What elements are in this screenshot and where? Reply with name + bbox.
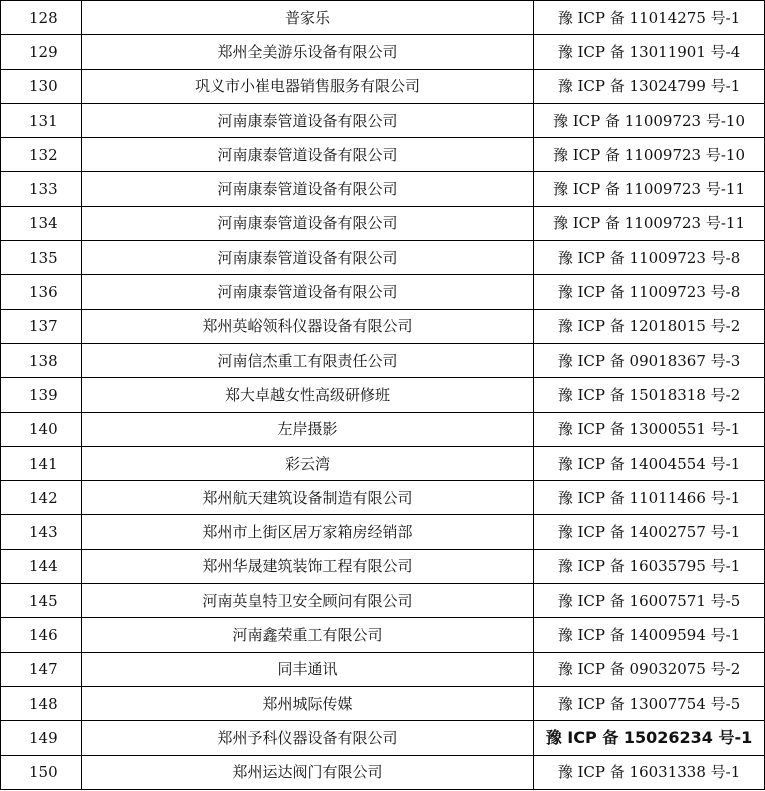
icp-number: 豫 ICP 备 09032075 号-2	[534, 652, 765, 686]
table-row	[1, 755, 765, 789]
company-name: 河南康泰管道设备有限公司	[82, 275, 534, 309]
icp-number: 豫 ICP 备 11009723 号-10	[534, 103, 765, 137]
table-row	[1, 138, 765, 172]
table-row	[1, 1, 765, 35]
company-name: 河南康泰管道设备有限公司	[82, 138, 534, 172]
icp-number: 豫 ICP 备 11009723 号-8	[534, 241, 765, 275]
icp-number: 豫 ICP 备 15026234 号-1	[534, 721, 765, 755]
row-number: 140	[1, 412, 82, 446]
icp-number: 豫 ICP 备 16031338 号-1	[534, 755, 765, 789]
table-row	[1, 412, 765, 446]
company-name: 河南康泰管道设备有限公司	[82, 103, 534, 137]
table-row	[1, 172, 765, 206]
row-number: 138	[1, 343, 82, 377]
company-name: 河南康泰管道设备有限公司	[82, 206, 534, 240]
company-name: 河南康泰管道设备有限公司	[82, 241, 534, 275]
company-name: 郑州航天建筑设备制造有限公司	[82, 481, 534, 515]
table-row	[1, 721, 765, 755]
company-name: 郑州运达阀门有限公司	[82, 755, 534, 789]
icp-number: 豫 ICP 备 11009723 号-11	[534, 172, 765, 206]
row-number: 142	[1, 481, 82, 515]
row-number: 139	[1, 378, 82, 412]
table-row	[1, 343, 765, 377]
company-name: 同丰通讯	[82, 652, 534, 686]
row-number: 149	[1, 721, 82, 755]
row-number: 141	[1, 446, 82, 480]
icp-number: 豫 ICP 备 14002757 号-1	[534, 515, 765, 549]
company-name: 巩义市小崔电器销售服务有限公司	[82, 69, 534, 103]
icp-number: 豫 ICP 备 11014275 号-1	[534, 1, 765, 35]
table-row	[1, 515, 765, 549]
table-row	[1, 584, 765, 618]
company-name: 彩云湾	[82, 446, 534, 480]
row-number: 132	[1, 138, 82, 172]
table-row	[1, 275, 765, 309]
table-row	[1, 481, 765, 515]
company-name: 郑州市上街区居万家箱房经销部	[82, 515, 534, 549]
row-number: 143	[1, 515, 82, 549]
row-number: 129	[1, 35, 82, 69]
row-number: 136	[1, 275, 82, 309]
icp-number: 豫 ICP 备 13007754 号-5	[534, 686, 765, 720]
icp-number: 豫 ICP 备 15018318 号-2	[534, 378, 765, 412]
table-row	[1, 549, 765, 583]
row-number: 133	[1, 172, 82, 206]
icp-number: 豫 ICP 备 13000551 号-1	[534, 412, 765, 446]
icp-number: 豫 ICP 备 11009723 号-8	[534, 275, 765, 309]
table-row	[1, 378, 765, 412]
row-number: 128	[1, 1, 82, 35]
icp-number: 豫 ICP 备 14004554 号-1	[534, 446, 765, 480]
row-number: 134	[1, 206, 82, 240]
icp-number: 豫 ICP 备 11011466 号-1	[534, 481, 765, 515]
table-row	[1, 206, 765, 240]
company-name: 河南康泰管道设备有限公司	[82, 172, 534, 206]
row-number: 147	[1, 652, 82, 686]
company-name: 郑州予科仪器设备有限公司	[82, 721, 534, 755]
icp-number: 豫 ICP 备 13024799 号-1	[534, 69, 765, 103]
table-row	[1, 69, 765, 103]
row-number: 130	[1, 69, 82, 103]
icp-number: 豫 ICP 备 16007571 号-5	[534, 584, 765, 618]
row-number: 150	[1, 755, 82, 789]
row-number: 146	[1, 618, 82, 652]
icp-number: 豫 ICP 备 13011901 号-4	[534, 35, 765, 69]
company-name: 河南英皇特卫安全顾问有限公司	[82, 584, 534, 618]
row-number: 144	[1, 549, 82, 583]
row-number: 137	[1, 309, 82, 343]
company-name: 河南信杰重工有限责任公司	[82, 343, 534, 377]
icp-number: 豫 ICP 备 16035795 号-1	[534, 549, 765, 583]
company-name: 郑州全美游乐设备有限公司	[82, 35, 534, 69]
company-name: 郑州英峪领科仪器设备有限公司	[82, 309, 534, 343]
table-row	[1, 446, 765, 480]
row-number: 135	[1, 241, 82, 275]
icp-number: 豫 ICP 备 14009594 号-1	[534, 618, 765, 652]
table-row	[1, 686, 765, 720]
icp-number: 豫 ICP 备 09018367 号-3	[534, 343, 765, 377]
table-row	[1, 241, 765, 275]
table-row	[1, 309, 765, 343]
company-name: 左岸摄影	[82, 412, 534, 446]
icp-number: 豫 ICP 备 11009723 号-10	[534, 138, 765, 172]
company-name: 郑州城际传媒	[82, 686, 534, 720]
company-name: 河南鑫荣重工有限公司	[82, 618, 534, 652]
row-number: 145	[1, 584, 82, 618]
company-name: 普家乐	[82, 1, 534, 35]
table-row	[1, 652, 765, 686]
company-name: 郑大卓越女性高级研修班	[82, 378, 534, 412]
row-number: 148	[1, 686, 82, 720]
company-name: 郑州华晟建筑装饰工程有限公司	[82, 549, 534, 583]
table-row	[1, 618, 765, 652]
table-row	[1, 35, 765, 69]
table-row	[1, 103, 765, 137]
row-number: 131	[1, 103, 82, 137]
icp-number: 豫 ICP 备 11009723 号-11	[534, 206, 765, 240]
icp-number: 豫 ICP 备 12018015 号-2	[534, 309, 765, 343]
